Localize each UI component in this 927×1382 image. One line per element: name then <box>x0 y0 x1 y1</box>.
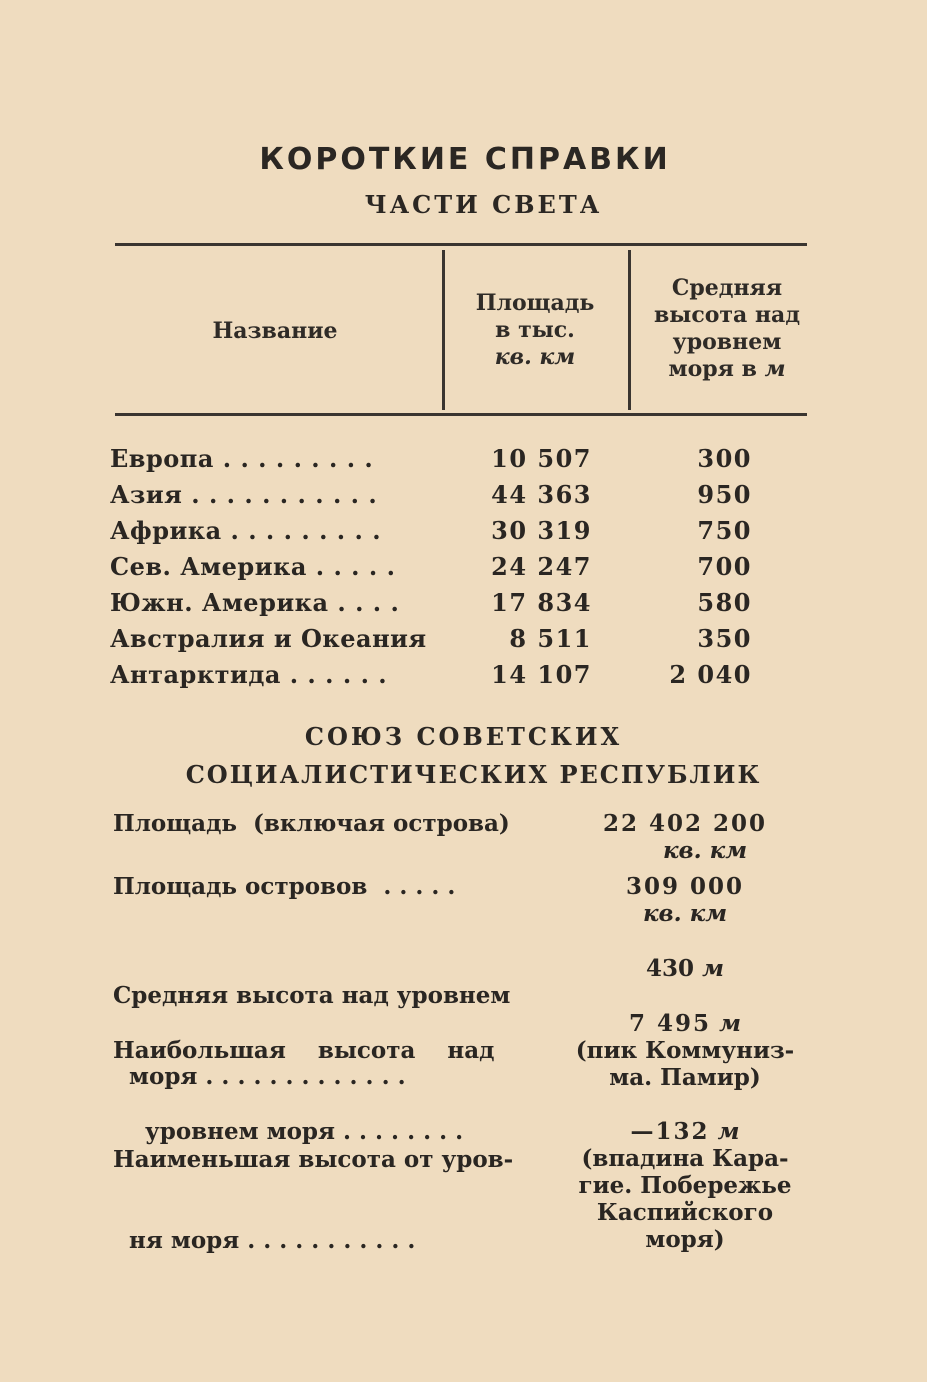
column-header-name: Название <box>212 318 338 344</box>
continent-height: 750 <box>697 516 752 545</box>
column-header-height-line: уровнем <box>672 329 782 355</box>
fact-unit: кв. км <box>662 837 748 864</box>
fact-number: 7 495 <box>629 1010 712 1037</box>
fact-value <box>540 873 830 927</box>
column-header-area-line: Площадь <box>475 290 595 316</box>
ussr-title-line: СОЮЗ СОВЕТСКИХ <box>304 722 623 751</box>
continent-name: Антарктида . . . . . . <box>110 660 388 689</box>
table-row <box>110 441 810 477</box>
continent-height: 300 <box>697 444 752 473</box>
ussr-title-line: СОЦИАЛИСТИЧЕСКИХ РЕСПУБЛИК <box>185 760 762 789</box>
column-divider <box>442 250 445 410</box>
column-header-height <box>638 275 816 383</box>
continent-area: 24 247 <box>491 552 592 581</box>
continent-name: Сев. Америка . . . . . <box>110 552 396 581</box>
continent-area: 17 834 <box>491 588 592 617</box>
fact-label: Площадь (включая острова) <box>113 810 510 837</box>
fact-unit: кв. км <box>642 900 728 927</box>
fact-value <box>540 1010 830 1091</box>
column-header-height-line: моря в <box>668 356 757 382</box>
fact-label-line: уровнем моря . . . . . . . . <box>113 1118 464 1145</box>
table-row <box>110 549 810 585</box>
continent-height: 950 <box>697 480 752 509</box>
fact-value <box>540 1118 830 1253</box>
table-row <box>110 513 810 549</box>
fact-label: Площадь островов . . . . . <box>113 873 456 900</box>
column-header-height-line: высота над <box>654 302 800 328</box>
fact-label <box>113 1092 513 1308</box>
fact-unit: м <box>719 1010 741 1037</box>
table-top-rule <box>115 243 807 246</box>
continent-name: Южн. Америка . . . . <box>110 588 400 617</box>
table-header-rule <box>115 413 807 416</box>
fact-number: 430 <box>646 955 695 982</box>
fact-label-line: моря . . . . . . . . . . . . . <box>113 1063 406 1090</box>
series-title: КОРОТКИЕ СПРАВКИ <box>259 142 671 177</box>
table-row <box>110 585 810 621</box>
column-header-area <box>455 290 615 371</box>
continent-area: 30 319 <box>491 516 592 545</box>
fact-label-line: Наибольшая высота над <box>113 1037 495 1064</box>
continent-height: 2 040 <box>669 660 752 689</box>
fact-note-line: ма. Памир) <box>609 1064 761 1091</box>
column-header-height-line: Средняя <box>671 275 783 301</box>
fact-note-line: моря) <box>645 1226 725 1253</box>
fact-number: 22 402 200 <box>602 810 768 837</box>
continent-name: Азия . . . . . . . . . . . <box>110 480 378 509</box>
continent-name: Африка . . . . . . . . . <box>110 516 382 545</box>
continent-height: 580 <box>697 588 752 617</box>
fact-note-line: (пик Коммуниз- <box>575 1037 795 1064</box>
continent-height: 350 <box>697 624 752 653</box>
fact-label-line: ня моря . . . . . . . . . . . <box>113 1227 416 1254</box>
fact-label-line: Наименьшая высота от уров- <box>113 1146 514 1173</box>
fact-number: 309 000 <box>625 873 745 900</box>
continent-area: 8 511 <box>509 624 592 653</box>
fact-note-line: Каспийского <box>596 1199 774 1226</box>
table-row <box>110 621 810 657</box>
continent-name: Европа . . . . . . . . . <box>110 444 374 473</box>
fact-label-line: Средняя высота над уровнем <box>113 982 511 1009</box>
table-row <box>110 477 810 513</box>
fact-unit: м <box>702 955 724 982</box>
fact-note-line: гие. Побережье <box>578 1172 792 1199</box>
column-header-area-line: в тыс. <box>495 317 575 343</box>
continent-name: Австралия и Океания <box>110 624 427 653</box>
table-row <box>110 657 810 693</box>
continent-height: 700 <box>697 552 752 581</box>
fact-unit: м <box>717 1118 740 1145</box>
continent-area: 10 507 <box>491 444 592 473</box>
fact-value <box>540 955 830 982</box>
continent-area: 14 107 <box>491 660 592 689</box>
column-header-area-unit: кв. км <box>494 344 576 370</box>
column-header-height-unit: м <box>764 356 786 382</box>
fact-number: —132 <box>630 1118 710 1145</box>
continent-area: 44 363 <box>491 480 592 509</box>
column-divider <box>628 250 631 410</box>
fact-note-line: (впадина Кара- <box>581 1145 789 1172</box>
fact-value <box>540 810 830 864</box>
table-title: ЧАСТИ СВЕТА <box>364 190 603 219</box>
